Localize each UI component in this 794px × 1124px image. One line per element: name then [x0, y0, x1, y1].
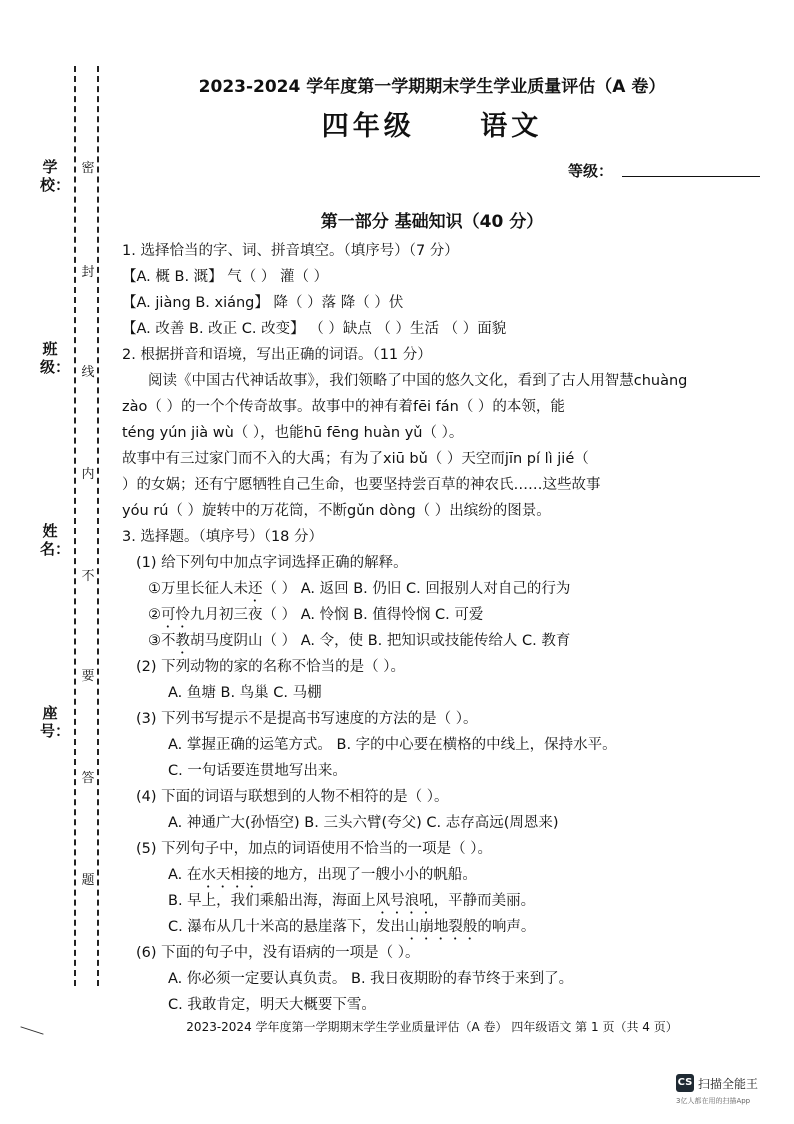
- q3-6-options: A. 你必须一定要认真负责。 B. 我日夜期盼的春节终于来到了。: [168, 971, 574, 987]
- seal-char: 封: [79, 264, 97, 282]
- q3-5-option: A. 在水天相接的地方，出现了一艘小小的帆船。: [168, 867, 477, 883]
- camscanner-watermark: [676, 1074, 758, 1092]
- seal-char: 密: [79, 160, 97, 178]
- seal-char: 题: [79, 872, 97, 890]
- q3-5-option: C. 瀑布从几十米高的悬崖落下，发出山崩地裂般的响声。: [168, 919, 536, 935]
- q3-6-options: C. 我敢肯定，明天大概要下雪。: [168, 997, 376, 1013]
- grade-blank[interactable]: [622, 176, 760, 177]
- q3-1-stem: (1) 给下列句中加点字词选择正确的解释。: [136, 555, 408, 571]
- q3-1-item: ③不教胡马度阴山（ ） A. 令，使 B. 把知识或技能传给人 C. 教育: [148, 633, 571, 649]
- q3-3-options: A. 掌握正确的运笔方式。 B. 字的中心要在横格的中线上，保持水平。: [168, 737, 617, 753]
- dotted-word: 可怜: [161, 607, 190, 623]
- camscanner-label: 扫描全能王: [698, 1076, 759, 1091]
- part1-title: 第一部分 基础知识（40 分）: [320, 212, 544, 232]
- q1-line2: 【A. jiàng B. xiáng】 降（ ）落 降（ ）伏: [122, 295, 404, 311]
- q3-4-options: A. 神通广大(孙悟空) B. 三头六臂(夸父) C. 志存高远(周恩来): [168, 815, 559, 831]
- seal-char: 不: [79, 568, 97, 586]
- camscanner-logo-icon: CS: [676, 1074, 694, 1092]
- dotted-word: 风号浪吼: [375, 893, 434, 909]
- subtitle-grade: 四年级: [321, 111, 415, 142]
- q3-3-options: C. 一句话要连贯地写出来。: [168, 763, 347, 779]
- dotted-word: 山崩地裂般: [404, 919, 478, 935]
- seal-char: 答: [79, 770, 97, 788]
- school-label: 学校：: [40, 158, 71, 194]
- binding-dashed-line-outer: [74, 66, 76, 986]
- q2-stem: 2. 根据拼音和语境，写出正确的词语。（11 分）: [122, 347, 432, 363]
- q3-5-stem: (5) 下列句子中，加点的词语使用不恰当的一项是（ ）。: [136, 841, 493, 857]
- q3-2-stem: (2) 下列动物的家的名称不恰当的是（ ）。: [136, 659, 406, 675]
- dotted-word: 还: [248, 581, 263, 597]
- q2-text: téng yún jià wù（ ），也能hū fēng huàn yǔ（ ）。: [122, 425, 464, 441]
- exam-title: 2023-2024 学年度第一学期期末学生学业质量评估（A 卷）: [198, 77, 666, 97]
- q3-3-stem: (3) 下列书写提示不是提高书写速度的方法的是（ ）。: [136, 711, 478, 727]
- binding-dashed-line-inner: [97, 66, 99, 986]
- q2-text: zào（ ）的一个个传奇故事。故事中的神有着fēi fán（ ）的本领，能: [122, 399, 565, 415]
- q2-text: 阅读《中国古代神话故事》，我们领略了中国的悠久文化，看到了古人用智慧chuàng: [148, 373, 688, 389]
- q3-1-item: ②可怜九月初三夜（ ） A. 怜悯 B. 值得怜悯 C. 可爱: [148, 607, 484, 623]
- q3-2-options: A. 鱼塘 B. 鸟巢 C. 马棚: [168, 685, 322, 701]
- q3-1-item: ①万里长征人未还（ ） A. 返回 B. 仍旧 C. 回报别人对自己的行为: [148, 581, 571, 597]
- q3-stem: 3. 选择题。（填序号）（18 分）: [122, 529, 324, 545]
- name-label: 姓名：: [40, 522, 71, 558]
- seal-char: 要: [79, 668, 97, 686]
- seat-label: 座号：: [40, 704, 71, 740]
- q1-line3: 【A. 改善 B. 改正 C. 改变】 （ ）缺点 （ ）生活 （ ）面貌: [122, 321, 507, 337]
- camscanner-tagline: 3亿人都在用的扫描App: [676, 1097, 751, 1105]
- page-footer: 2023-2024 学年度第一学期期末学生学业质量评估（A 卷） 四年级语文 第 1 页（共 4 页）: [186, 1020, 678, 1034]
- q3-5-option: B. 早上，我们乘船出海，海面上风号浪吼，平静而美丽。: [168, 893, 536, 909]
- q3-4-stem: (4) 下面的词语与联想到的人物不相符的是（ ）。: [136, 789, 449, 805]
- q2-text: ）的女娲；还有宁愿牺牲自己生命，也要坚持尝百草的神农氏……这些故事: [122, 477, 601, 493]
- subtitle-subject: 语文: [480, 111, 543, 142]
- exam-subtitle: [110, 104, 754, 143]
- class-label: 班级：: [40, 340, 71, 376]
- q2-text: yóu rú（ ）旋转中的万花筒，不断gǔn dòng（ ）出缤纷的图景。: [122, 503, 551, 519]
- q1-line1: 【A. 概 B. 溉】 气（ ） 灌（ ）: [122, 269, 329, 285]
- dotted-word: 水天相接: [201, 867, 260, 883]
- dotted-word: 教: [175, 633, 190, 649]
- seal-char: 线: [79, 364, 97, 382]
- q3-6-stem: (6) 下面的句子中，没有语病的一项是（ ）。: [136, 945, 420, 961]
- q1-stem: 1. 选择恰当的字、词、拼音填空。（填序号）（7 分）: [122, 243, 459, 259]
- questions: [122, 238, 772, 1018]
- q2-text: 故事中有三过家门而不入的大禹；有为了xiū bǔ（ ）天空而jīn pí lì jié（: [122, 451, 589, 467]
- grade-label: 等级：: [568, 162, 614, 180]
- seal-char: 内: [79, 466, 97, 484]
- scan-artifact-mark: [20, 1026, 43, 1034]
